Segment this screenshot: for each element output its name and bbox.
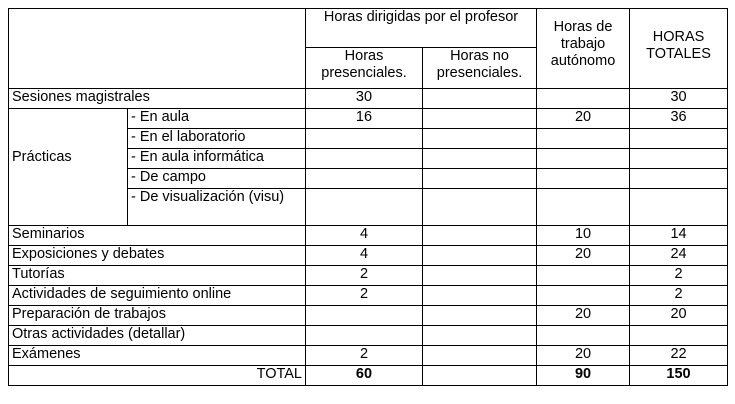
cell-presenciales bbox=[306, 306, 423, 326]
cell-presenciales: 4 bbox=[306, 246, 423, 266]
row-label: Preparación de trabajos bbox=[9, 306, 306, 326]
cell-no-presenciales bbox=[423, 89, 537, 109]
cell-no-presenciales bbox=[423, 109, 537, 129]
row-label: Exposiciones y debates bbox=[9, 246, 306, 266]
cell-no-presenciales bbox=[423, 149, 537, 169]
total-no-presenciales bbox=[423, 366, 537, 386]
cell-total: 30 bbox=[630, 89, 728, 109]
cell-total: 2 bbox=[630, 266, 728, 286]
row-label: Tutorías bbox=[9, 266, 306, 286]
cell-presenciales bbox=[306, 129, 423, 149]
cell-autonomo bbox=[537, 266, 630, 286]
cell-total bbox=[630, 169, 728, 189]
header-presenciales: Horas presenciales. bbox=[306, 48, 423, 89]
total-row bbox=[9, 366, 728, 386]
table-row bbox=[9, 89, 728, 109]
cell-autonomo bbox=[537, 189, 630, 226]
cell-autonomo: 20 bbox=[537, 306, 630, 326]
cell-no-presenciales bbox=[423, 226, 537, 246]
practicas-label: Prácticas bbox=[9, 109, 128, 226]
total-total: 150 bbox=[630, 366, 728, 386]
row-label: - En aula informática bbox=[128, 149, 306, 169]
row-label: Seminarios bbox=[9, 226, 306, 246]
cell-autonomo: 10 bbox=[537, 226, 630, 246]
cell-total: 36 bbox=[630, 109, 728, 129]
table-row bbox=[9, 306, 728, 326]
cell-autonomo: 20 bbox=[537, 109, 630, 129]
cell-autonomo: 20 bbox=[537, 246, 630, 266]
cell-autonomo bbox=[537, 89, 630, 109]
cell-total: 14 bbox=[630, 226, 728, 246]
total-autonomo: 90 bbox=[537, 366, 630, 386]
cell-presenciales: 4 bbox=[306, 226, 423, 246]
cell-autonomo bbox=[537, 129, 630, 149]
cell-total bbox=[630, 129, 728, 149]
cell-presenciales: 2 bbox=[306, 266, 423, 286]
cell-presenciales bbox=[306, 326, 423, 346]
cell-no-presenciales bbox=[423, 189, 537, 226]
header-group-label: Horas dirigidas por el profesor bbox=[306, 9, 537, 48]
table-row bbox=[9, 266, 728, 286]
row-label: Actividades de seguimiento online bbox=[9, 286, 306, 306]
cell-autonomo bbox=[537, 326, 630, 346]
cell-total: 22 bbox=[630, 346, 728, 366]
cell-no-presenciales bbox=[423, 346, 537, 366]
row-label: - De visualización (visu) bbox=[128, 189, 306, 226]
row-label: Sesiones magistrales bbox=[9, 89, 306, 109]
row-label: - En aula bbox=[128, 109, 306, 129]
row-label: - De campo bbox=[128, 169, 306, 189]
cell-total: 24 bbox=[630, 246, 728, 266]
cell-no-presenciales bbox=[423, 286, 537, 306]
cell-presenciales: 2 bbox=[306, 346, 423, 366]
cell-no-presenciales bbox=[423, 306, 537, 326]
row-label: Exámenes bbox=[9, 346, 306, 366]
row-label: - En el laboratorio bbox=[128, 129, 306, 149]
header-no-presenciales: Horas no presenciales. bbox=[423, 48, 537, 89]
cell-autonomo bbox=[537, 149, 630, 169]
cell-autonomo bbox=[537, 286, 630, 306]
table-row bbox=[9, 326, 728, 346]
table-row bbox=[9, 346, 728, 366]
cell-no-presenciales bbox=[423, 129, 537, 149]
cell-presenciales bbox=[306, 169, 423, 189]
cell-total bbox=[630, 149, 728, 169]
cell-total bbox=[630, 326, 728, 346]
total-presenciales: 60 bbox=[306, 366, 423, 386]
header-empty-cell bbox=[9, 9, 306, 89]
table-row bbox=[9, 109, 728, 129]
header-autonomo: Horas de trabajo autónomo bbox=[537, 9, 630, 89]
total-label: TOTAL bbox=[9, 366, 306, 386]
table-row bbox=[9, 226, 728, 246]
table-row bbox=[9, 286, 728, 306]
cell-autonomo bbox=[537, 169, 630, 189]
cell-presenciales: 2 bbox=[306, 286, 423, 306]
table-row bbox=[9, 246, 728, 266]
header-totales: HORAS TOTALES bbox=[630, 9, 728, 89]
cell-total: 2 bbox=[630, 286, 728, 306]
cell-total bbox=[630, 189, 728, 226]
cell-no-presenciales bbox=[423, 266, 537, 286]
hours-table bbox=[8, 8, 728, 386]
row-label: Otras actividades (detallar) bbox=[9, 326, 306, 346]
cell-presenciales: 30 bbox=[306, 89, 423, 109]
cell-autonomo: 20 bbox=[537, 346, 630, 366]
cell-presenciales bbox=[306, 189, 423, 226]
cell-presenciales bbox=[306, 149, 423, 169]
cell-presenciales: 16 bbox=[306, 109, 423, 129]
cell-total: 20 bbox=[630, 306, 728, 326]
cell-no-presenciales bbox=[423, 246, 537, 266]
cell-no-presenciales bbox=[423, 169, 537, 189]
cell-no-presenciales bbox=[423, 326, 537, 346]
